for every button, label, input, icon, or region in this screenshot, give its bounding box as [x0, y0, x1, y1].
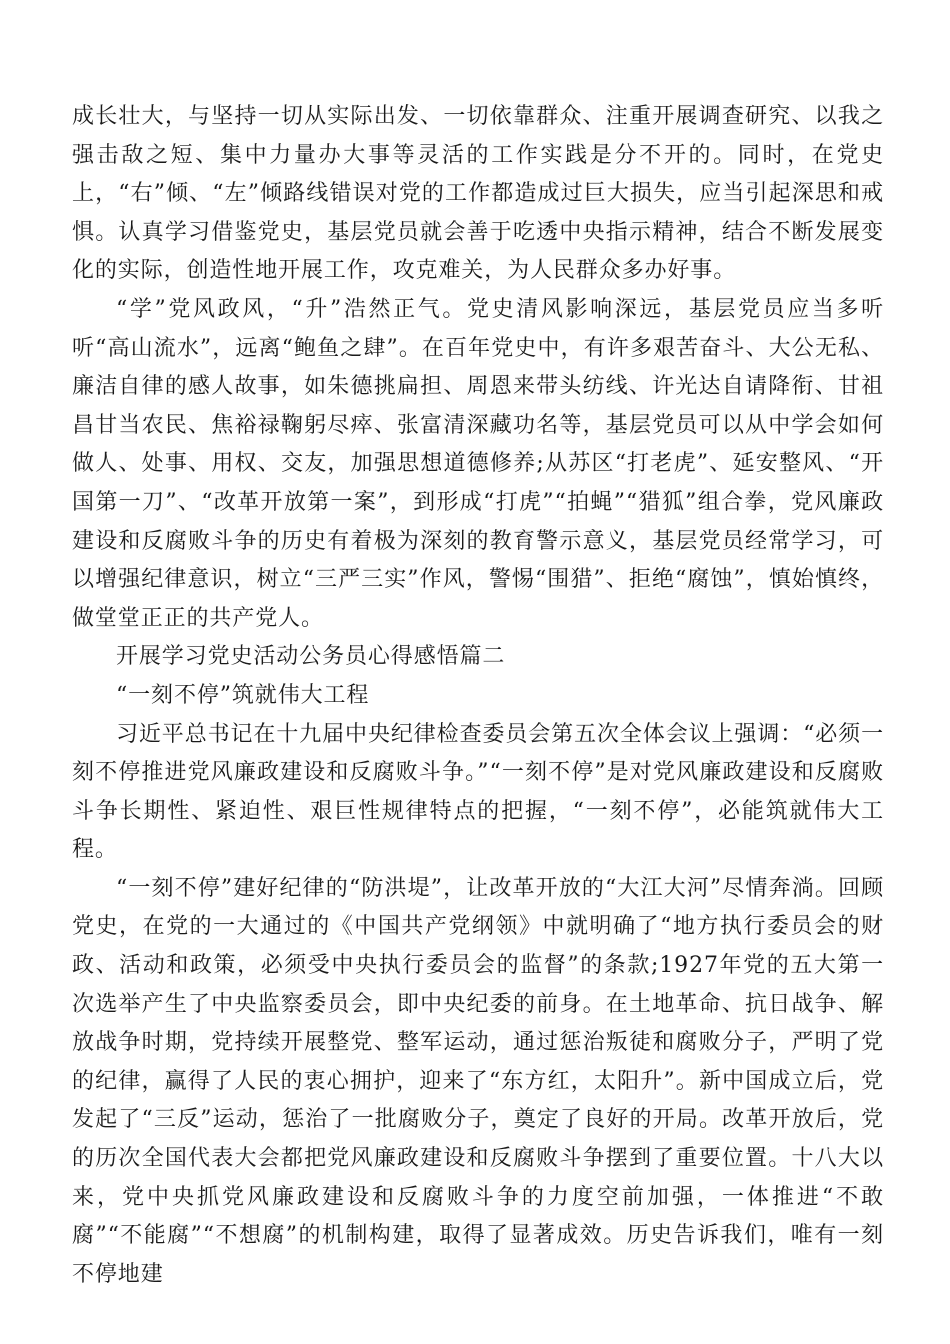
paragraph-discipline-history: “一刻不停”建好纪律的“防洪堤”，让改革开放的“大江大河”尽情奔淌。回顾党史，在党的一大通过的《中国共产党纲领》中就明确了“地方执行委员会的财政、活动和政策，必须受中央执行委员会的监督”的条款;1927年党的五大第一次选举产生了中央监察委员会，即中央纪委的前身。在土地革命、抗日战争、解放战争时期，党持续开展整党、整军运动，通过惩治叛徒和腐败分子，严明了党的纪律，赢得了人民的衷心拥护，迎来了“东方红，太阳升”。新中国成立后，党发起了“三反”运动，惩治了一批腐败分子，奠定了良好的开局。改革开放后，党的历次全国代表大会都把党风廉政建设和反腐败斗争摆到了重要位置。十八大以来，党中央抓党风廉政建设和反腐败斗争的力度空前加强，一体推进“不敢腐”“不能腐”“不想腐”的机制构建，取得了显著成效。历史告诉我们，唯有一刻不停地建	[72, 875, 884, 1287]
paragraph-xi-quote: 习近平总书记在十九届中央纪律检查委员会第五次全体会议上强调：“必须一刻不停推进党风廉政建设和反腐败斗争。”“一刻不停”是对党风廉政建设和反腐败斗争长期性、紧迫性、艰巨性规律特点的把握，“一刻不停”，必能筑就伟大工程。	[72, 721, 884, 863]
section-title: 开展学习党史活动公务员心得感悟篇二	[116, 644, 506, 670]
paragraph-party-style: “学”党风政风，“升”浩然正气。党史清风影响深远，基层党员应当多听听“高山流水”，远离“鲍鱼之肆”。在百年党史中，有许多艰苦奋斗、大公无私、廉洁自律的感人故事，如朱德挑扁担、周恩来带头纺线、许光达自请降衔、甘祖昌甘当农民、焦裕禄鞠躬尽瘁、张富清深藏功名等，基层党员可以从中学会如何做人、处事、用权、交友，加强思想道德修养;从苏区“打老虎”、延安整风、“开国第一刀”、“改革开放第一案”，到形成“打虎”“拍蝇”“猎狐”组合拳，党风廉政建设和反腐败斗争的历史有着极为深刻的教育警示意义，基层党员经常学习，可以增强纪律意识，树立“三严三实”作风，警惕“围猎”、拒绝“腐蚀”，慎始慎终，做堂堂正正的共产党人。	[72, 296, 884, 631]
paragraph-continuation: 成长壮大，与坚持一切从实际出发、一切依靠群众、注重开展调查研究、以我之强击敌之短、集中力量办大事等灵活的工作实践是分不开的。同时，在党史上，“右”倾、“左”倾路线错误对党的工作都造成过巨大损失，应当引起深思和戒惧。认真学习借鉴党史，基层党员就会善于吃透中央指示精神，结合不断发展变化的实际，创造性地开展工作，攻克难关，为人民群众多办好事。	[72, 104, 884, 284]
document-body	[72, 98, 884, 1294]
article-title: “一刻不停”筑就伟大工程	[116, 682, 370, 708]
